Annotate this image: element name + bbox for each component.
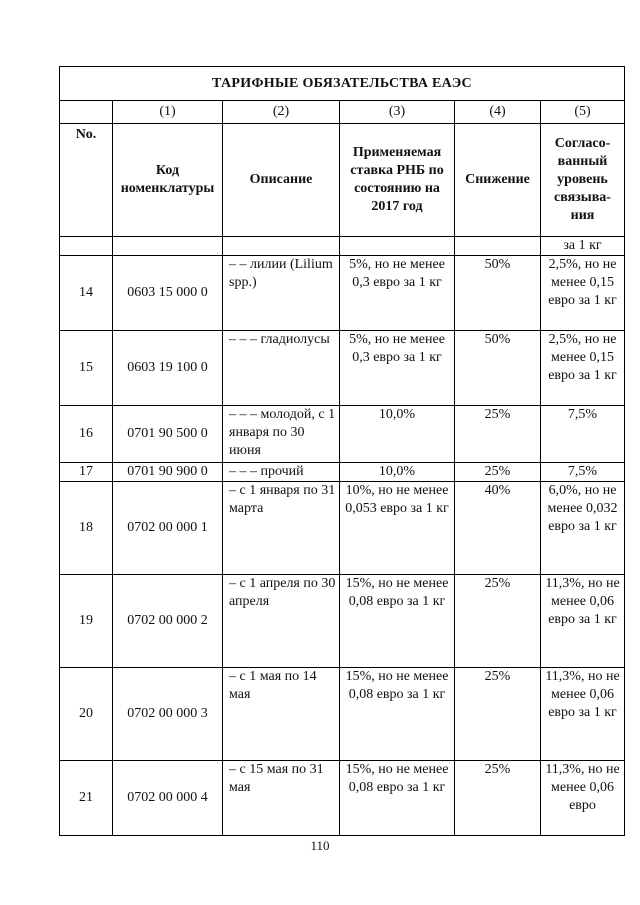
row-code: 0603 15 000 0: [113, 256, 223, 331]
continuation-bound: за 1 кг: [541, 237, 625, 256]
row-description: – с 15 мая по 31 мая: [223, 761, 340, 836]
row-rate: 10%, но не менее 0,053 евро за 1 кг: [340, 482, 455, 575]
header-bound: Согласо-ванный уровень связыва-ния: [541, 124, 625, 237]
table-row: [60, 668, 625, 761]
row-code: 0702 00 000 4: [113, 761, 223, 836]
table-title: ТАРИФНЫЕ ОБЯЗАТЕЛЬСТВА ЕАЭС: [60, 67, 625, 101]
row-number: 17: [60, 463, 113, 482]
header-description: Описание: [223, 124, 340, 237]
row-bound: 7,5%: [541, 463, 625, 482]
column-number: (5): [541, 101, 625, 124]
row-bound: 11,3%, но не менее 0,06 евро: [541, 761, 625, 836]
row-reduction: 25%: [455, 761, 541, 836]
row-description: – с 1 апреля по 30 апреля: [223, 575, 340, 668]
column-number: (1): [113, 101, 223, 124]
table-row: [60, 761, 625, 836]
row-rate: 15%, но не менее 0,08 евро за 1 кг: [340, 761, 455, 836]
row-reduction: 40%: [455, 482, 541, 575]
header-no: No.: [60, 124, 113, 237]
table-row: [60, 575, 625, 668]
row-number: 14: [60, 256, 113, 331]
row-bound: 2,5%, но не менее 0,15 евро за 1 кг: [541, 256, 625, 331]
tariff-table: [59, 66, 625, 836]
row-code: 0702 00 000 2: [113, 575, 223, 668]
header-code: Код номенклатуры: [113, 124, 223, 237]
table-row: [60, 331, 625, 406]
row-bound: 11,3%, но не менее 0,06 евро за 1 кг: [541, 668, 625, 761]
row-number: 19: [60, 575, 113, 668]
row-code: 0701 90 500 0: [113, 406, 223, 463]
column-number-blank: [60, 101, 113, 124]
data-rows: [60, 256, 625, 836]
column-number: (3): [340, 101, 455, 124]
row-reduction: 25%: [455, 463, 541, 482]
row-description: – с 1 января по 31 марта: [223, 482, 340, 575]
row-code: 0701 90 900 0: [113, 463, 223, 482]
row-description: – – – прочий: [223, 463, 340, 482]
row-bound: 2,5%, но не менее 0,15 евро за 1 кг: [541, 331, 625, 406]
row-rate: 15%, но не менее 0,08 евро за 1 кг: [340, 575, 455, 668]
row-code: 0603 19 100 0: [113, 331, 223, 406]
row-rate: 15%, но не менее 0,08 евро за 1 кг: [340, 668, 455, 761]
row-reduction: 25%: [455, 668, 541, 761]
row-reduction: 25%: [455, 406, 541, 463]
title-row: [60, 67, 625, 101]
row-reduction: 25%: [455, 575, 541, 668]
row-rate: 5%, но не менее 0,3 евро за 1 кг: [340, 331, 455, 406]
row-bound: 6,0%, но не менее 0,032 евро за 1 кг: [541, 482, 625, 575]
row-description: – – – гладиолусы: [223, 331, 340, 406]
row-code: 0702 00 000 3: [113, 668, 223, 761]
row-number: 15: [60, 331, 113, 406]
header-row: [60, 124, 625, 237]
continuation-row: [60, 237, 625, 256]
header-reduction: Снижение: [455, 124, 541, 237]
row-rate: 10,0%: [340, 463, 455, 482]
header-rate: Применяемая ставка РНБ по состоянию на 2017 год: [340, 124, 455, 237]
row-number: 16: [60, 406, 113, 463]
row-rate: 10,0%: [340, 406, 455, 463]
column-number: (4): [455, 101, 541, 124]
row-code: 0702 00 000 1: [113, 482, 223, 575]
row-number: 21: [60, 761, 113, 836]
row-description: – – – молодой, с 1 января по 30 июня: [223, 406, 340, 463]
row-bound: 7,5%: [541, 406, 625, 463]
row-number: 20: [60, 668, 113, 761]
column-number-row: [60, 101, 625, 124]
row-description: – – лилии (Lilium spp.): [223, 256, 340, 331]
row-reduction: 50%: [455, 331, 541, 406]
row-description: – с 1 мая по 14 мая: [223, 668, 340, 761]
row-bound: 11,3%, но не менее 0,06 евро за 1 кг: [541, 575, 625, 668]
row-reduction: 50%: [455, 256, 541, 331]
column-number: (2): [223, 101, 340, 124]
table-row: [60, 463, 625, 482]
row-rate: 5%, но не менее 0,3 евро за 1 кг: [340, 256, 455, 331]
row-number: 18: [60, 482, 113, 575]
table-row: [60, 482, 625, 575]
page-number: 110: [310, 838, 330, 853]
table-row: [60, 406, 625, 463]
table-row: [60, 256, 625, 331]
